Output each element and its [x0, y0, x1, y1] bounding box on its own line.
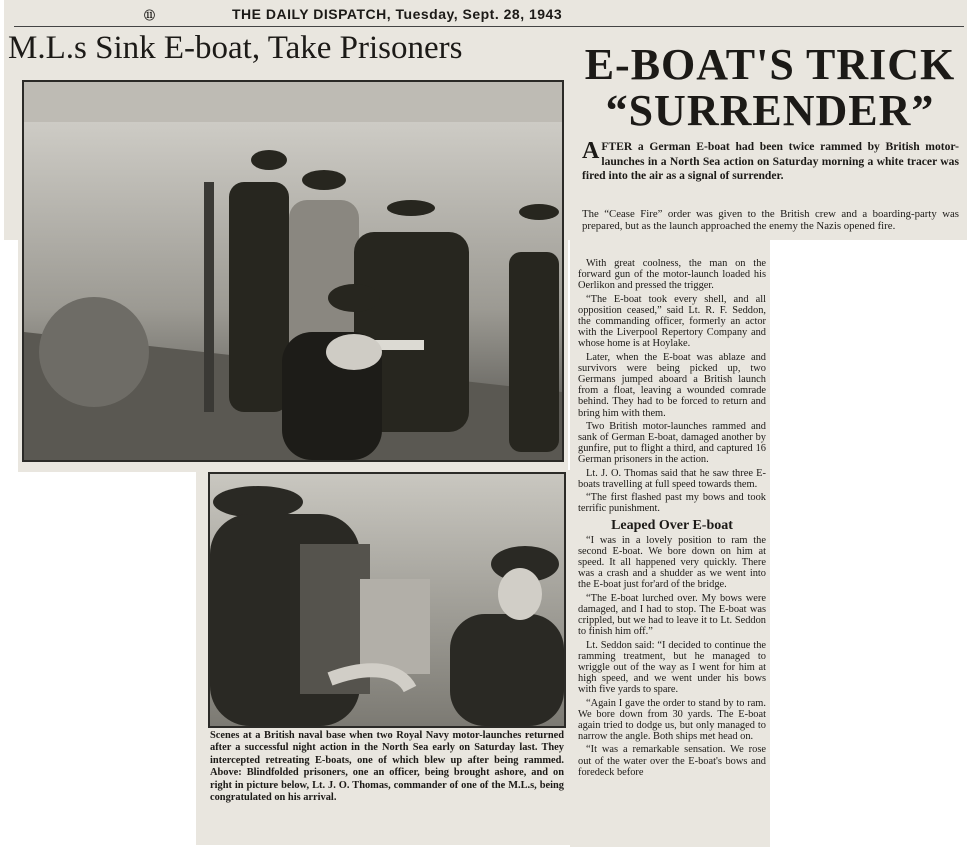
page-mark: ⑪ — [144, 10, 156, 22]
column-paragraph: Lt. Seddon said: “I decided to continue the ramming treatment, but he managed to wriggle out of the way as I went for him at high speed, and we went under his bows with five yards to spare. — [578, 639, 766, 696]
column-paragraph: “The E-boat lurched over. My bows were damaged, and I had to stop. The E-boat was crippled, but we had to leave it to Lt. Seddon to finish him off.” — [578, 592, 766, 638]
lead-text: FTER a German E-boat had been twice rammed by British motor-launches in a North Sea action on Saturday morning a white tracer was fired into the air as a signal of surrender. — [582, 140, 959, 182]
photo-prisoners-image — [24, 82, 562, 460]
column-paragraph: “Again I gave the order to stand by to ram. We bore down from 30 yards. The E-boat again tried to dodge us, but only managed to narrow the angle. Both ships met head on. — [578, 697, 766, 743]
photo-prisoners — [22, 80, 564, 462]
second-paragraph: The “Cease Fire” order was given to the British crew and a boarding-party was prepared, but as the launch approached the enemy the Nazis opened fire. — [582, 208, 959, 233]
photo-congratulations — [208, 472, 566, 728]
masthead — [14, 4, 964, 27]
article-column — [578, 258, 766, 780]
masthead-line: THE DAILY DISPATCH, Tuesday, Sept. 28, 1943 — [232, 6, 563, 22]
headline-right — [580, 42, 960, 134]
drop-cap: A — [582, 138, 600, 164]
photo-congratulations-image — [210, 474, 564, 726]
photo-caption: Scenes at a British naval base when two Royal Navy motor-launches returned after a successful night action in the North Sea early on Saturday last. They intercepted retreating E-boats, one of which blew up after being rammed. Above: Blindfolded prisoners, one an officer, being brought ashore, and on right in picture below, Lt. J. O. Thomas, commander of one of the M.L.s, being congratulated on his arrival. — [210, 730, 564, 804]
headline-right-line2: “SURRENDER” — [605, 86, 935, 135]
headline-right-line1: E-BOAT'S TRICK — [584, 40, 956, 89]
column-paragraph: “I was in a lovely position to ram the second E-boat. We bore down on him at speed. It all happened very quickly. There was a crash and a shudder as we went into the E-boat just for'ard of the bridge. — [578, 534, 766, 591]
lead-paragraph — [582, 140, 959, 184]
subhead: Leaped Over E-boat — [611, 518, 733, 534]
column-paragraph: With great coolness, the man on the forward gun of the motor-launch loaded his Oerlikon and pressed the trigger. — [578, 258, 766, 292]
column-paragraph: “It was a remarkable sensation. We rose out of the water over the E-boat's bows and foredeck before — [578, 744, 766, 778]
column-paragraph: “The E-boat took every shell, and all opposition ceased,” said Lt. R. F. Seddon, the commanding officer, formerly an actor with the Liverpool Repertory Company and whose home is at Hoylake. — [578, 293, 766, 350]
headline-left: M.L.s Sink E-boat, Take Prisoners — [8, 30, 463, 66]
column-paragraph: Later, when the E-boat was ablaze and survivors were being picked up, two Germans jumped aboard a British launch from a float, leaving a wounded comrade behind. They had to be forced to return and bring him with them. — [578, 351, 766, 419]
column-paragraph: “The first flashed past my bows and took terrific punishment. — [578, 492, 766, 515]
column-paragraph: Two British motor-launches rammed and sank of German E-boat, damaged another by gunfire, put to flight a third, and captured 16 German prisoners in the action. — [578, 420, 766, 466]
column-paragraph: Lt. J. O. Thomas said that he saw three E-boats travelling at full speed towards them. — [578, 467, 766, 490]
